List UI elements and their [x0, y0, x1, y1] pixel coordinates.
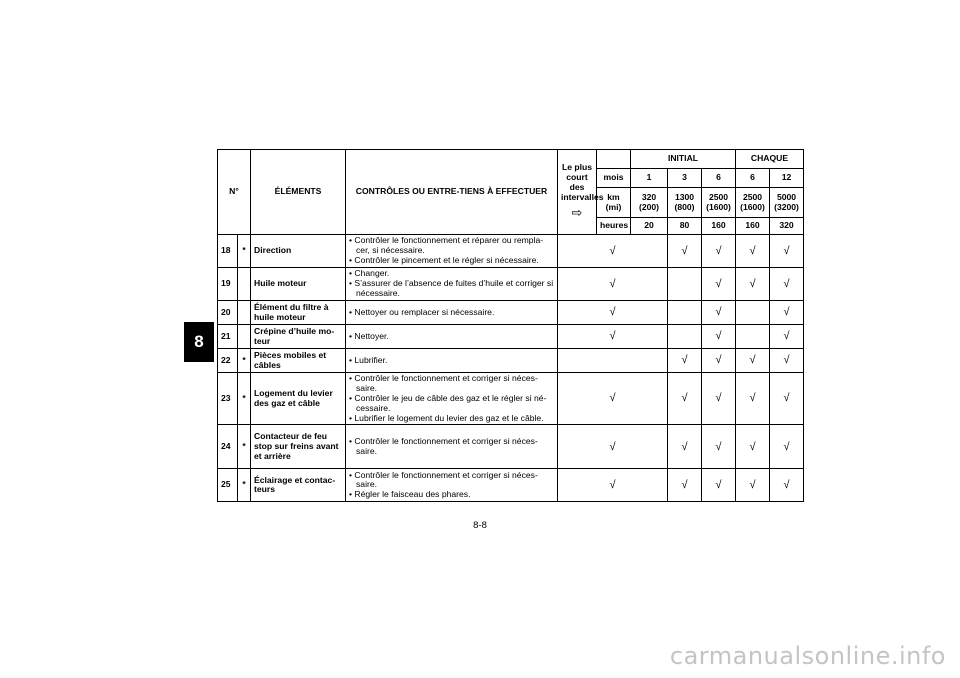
row-controls	[346, 469, 558, 502]
mois-cell: 6	[736, 169, 770, 188]
table-row	[218, 325, 804, 349]
row-controls	[346, 425, 558, 469]
row-controls	[346, 268, 558, 301]
check-mark: √	[770, 349, 804, 373]
row-element: Crépine d’huile mo-teur	[251, 325, 346, 349]
table-header	[218, 150, 804, 235]
header-shortest	[558, 150, 604, 235]
check-mark: √	[736, 373, 770, 425]
check-mark: √	[702, 425, 736, 469]
check-mark: √	[702, 469, 736, 502]
check-mark: √	[558, 373, 668, 425]
row-controls	[346, 373, 558, 425]
check-mark: √	[558, 425, 668, 469]
row-number: 20	[218, 301, 238, 325]
row-element: Logement du levier des gaz et câble	[251, 373, 346, 425]
row-number: 24	[218, 425, 238, 469]
chapter-tab: 8	[184, 322, 214, 362]
check-mark: √	[736, 268, 770, 301]
watermark: carmanualsonline.info	[669, 642, 946, 670]
empty-cell	[668, 301, 702, 325]
km-cell: 2500 (1600)	[736, 188, 770, 218]
empty-cell	[668, 268, 702, 301]
control-item: • Nettoyer.	[349, 332, 554, 342]
control-item: • S’assurer de l’absence de fuites d’huile et corriger si nécessaire.	[349, 279, 554, 299]
km-cell: 5000 (3200)	[770, 188, 804, 218]
check-mark: √	[736, 349, 770, 373]
check-mark: √	[668, 349, 702, 373]
control-item: • Contrôler le fonctionnement et corriger si néces-saire.	[349, 374, 554, 394]
check-mark: √	[770, 301, 804, 325]
heures-cell: 160	[736, 218, 770, 235]
row-element: Élément du filtre à huile moteur	[251, 301, 346, 325]
check-mark: √	[668, 235, 702, 268]
check-mark: √	[736, 469, 770, 502]
arrow-right-icon: ⇨	[571, 204, 583, 220]
table-row	[218, 425, 804, 469]
control-item: • Contrôler le fonctionnement et corriger si néces-saire.	[349, 471, 554, 491]
check-mark: √	[770, 235, 804, 268]
control-item: • Contrôler le fonctionnement et corriger si néces-saire.	[349, 437, 554, 457]
row-number: 19	[218, 268, 238, 301]
header-no: N°	[218, 150, 251, 235]
row-star: *	[238, 425, 251, 469]
km-cell: 2500 (1600)	[702, 188, 736, 218]
check-mark: √	[558, 301, 668, 325]
mois-cell: 6	[702, 169, 736, 188]
check-mark: √	[702, 373, 736, 425]
row-star: *	[238, 349, 251, 373]
check-mark: √	[702, 235, 736, 268]
table-row	[218, 469, 804, 502]
row-element: Pièces mobiles et câbles	[251, 349, 346, 373]
check-mark: √	[770, 268, 804, 301]
control-item: • Contrôler le jeu de câble des gaz et le régler si né-cessaire.	[349, 394, 554, 414]
row-number: 21	[218, 325, 238, 349]
row-controls	[346, 235, 558, 268]
empty-cell	[668, 325, 702, 349]
header-elements: ÉLÉMENTS	[251, 150, 346, 235]
row-element: Direction	[251, 235, 346, 268]
check-mark: √	[770, 425, 804, 469]
control-item: • Lubrifier le logement du levier des gaz et le câble.	[349, 414, 554, 424]
row-star	[238, 268, 251, 301]
check-mark: √	[770, 373, 804, 425]
header-heures-label: heures	[597, 218, 631, 235]
check-mark: √	[702, 325, 736, 349]
row-number: 23	[218, 373, 238, 425]
table-row	[218, 268, 804, 301]
row-star	[238, 325, 251, 349]
row-element: Éclairage et contac-teurs	[251, 469, 346, 502]
check-mark: √	[668, 425, 702, 469]
empty-cell	[736, 325, 770, 349]
row-controls	[346, 325, 558, 349]
header-initial: INITIAL	[631, 150, 736, 169]
table-body	[218, 235, 804, 502]
check-mark: √	[702, 349, 736, 373]
row-controls	[346, 349, 558, 373]
check-mark: √	[558, 235, 668, 268]
row-element: Contacteur de feu stop sur freins avant et arrière	[251, 425, 346, 469]
control-item: • Régler le faisceau des phares.	[349, 490, 554, 500]
check-mark: √	[736, 425, 770, 469]
check-mark: √	[736, 235, 770, 268]
heures-cell: 20	[631, 218, 668, 235]
check-mark: √	[770, 325, 804, 349]
row-number: 25	[218, 469, 238, 502]
header-km-label: km (mi)	[597, 188, 631, 218]
maintenance-table	[217, 149, 804, 502]
table-row	[218, 349, 804, 373]
header-blank	[597, 150, 631, 169]
check-mark: √	[702, 268, 736, 301]
header-mois-label: mois	[597, 169, 631, 188]
header-controls	[346, 150, 558, 235]
control-item: • Contrôler le fonctionnement et réparer ou rempla-cer, si nécessaire.	[349, 236, 554, 256]
row-number: 22	[218, 349, 238, 373]
table-row	[218, 235, 804, 268]
mois-cell: 3	[668, 169, 702, 188]
row-star	[238, 301, 251, 325]
row-number: 18	[218, 235, 238, 268]
control-item: • Lubrifier.	[349, 356, 554, 366]
empty-cell	[736, 301, 770, 325]
heures-cell: 320	[770, 218, 804, 235]
table-row	[218, 373, 804, 425]
mois-cell: 12	[770, 169, 804, 188]
header-controls-text: CONTRÔLES OU ENTRE-TIENS À EFFECTUER	[355, 186, 548, 197]
row-star: *	[238, 235, 251, 268]
row-element: Huile moteur	[251, 268, 346, 301]
check-mark: √	[770, 469, 804, 502]
heures-cell: 80	[668, 218, 702, 235]
check-mark: √	[702, 301, 736, 325]
header-every: CHAQUE	[736, 150, 804, 169]
control-item: • Contrôler le pincement et le régler si nécessaire.	[349, 256, 554, 266]
heures-cell: 160	[702, 218, 736, 235]
check-mark: √	[668, 373, 702, 425]
km-cell: 1300 (800)	[668, 188, 702, 218]
mois-cell: 1	[631, 169, 668, 188]
km-cell: 320 (200)	[631, 188, 668, 218]
check-mark: √	[558, 325, 668, 349]
check-mark: √	[558, 268, 668, 301]
row-star: *	[238, 373, 251, 425]
control-item: • Changer.	[349, 269, 554, 279]
header-shortest-text: Le plus court des intervalles	[561, 162, 604, 202]
row-controls	[346, 301, 558, 325]
row-star: *	[238, 469, 251, 502]
control-item: • Nettoyer ou remplacer si nécessaire.	[349, 308, 554, 318]
empty-cell	[558, 349, 668, 373]
check-mark: √	[668, 469, 702, 502]
check-mark: √	[558, 469, 668, 502]
table-row	[218, 301, 804, 325]
page-number: 8-8	[473, 520, 487, 531]
